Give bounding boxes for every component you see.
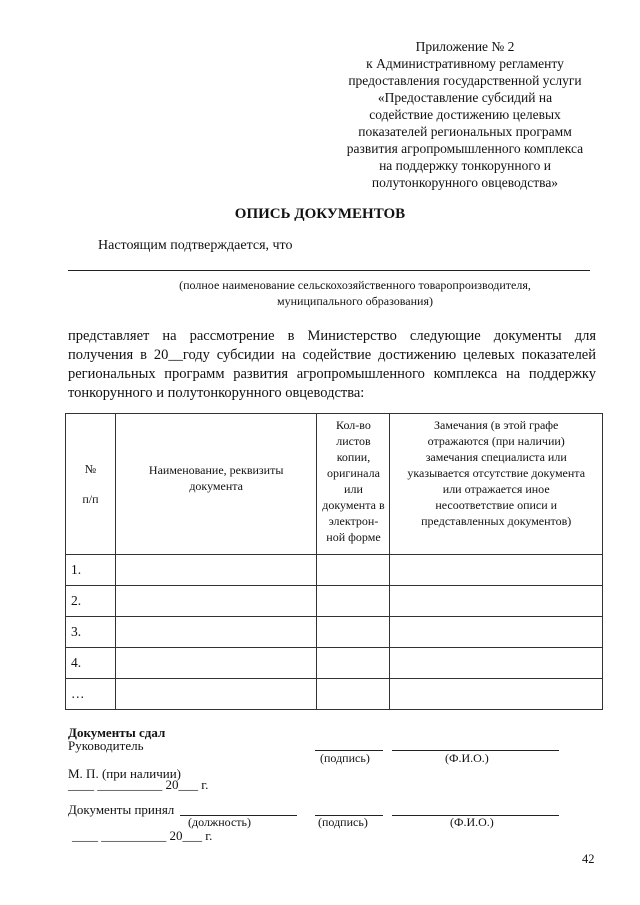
caption-line: (полное наименование сельскохозяйственного товаропроизводителя, [179, 278, 531, 292]
header-number [66, 414, 116, 555]
cell-name[interactable] [115, 617, 317, 648]
row-number: 3. [66, 617, 116, 648]
appendix-line: на поддержку тонкорунного и [379, 158, 551, 173]
cell-remarks[interactable] [390, 586, 603, 617]
handed-sign-caption: (подпись) [320, 751, 370, 765]
cell-name[interactable] [115, 555, 317, 586]
header-number-symbol: № [84, 462, 97, 476]
cell-count[interactable] [317, 555, 390, 586]
appendix-line: «Предоставление субсидий на [377, 90, 553, 105]
header-name: Наименование, реквизиты документа [115, 414, 317, 555]
cell-name[interactable] [115, 586, 317, 617]
received-position-caption: (должность) [188, 815, 251, 829]
cell-count[interactable] [317, 648, 390, 679]
appendix-header [330, 38, 600, 191]
table-header-row [66, 414, 603, 555]
cell-remarks[interactable] [390, 555, 603, 586]
appendix-line: содействие достижению целевых [369, 107, 561, 122]
cell-count[interactable] [317, 617, 390, 648]
received-label: Документы принял [68, 802, 175, 817]
header-remarks: Замечания (в этой графе отражаются (при наличии) замечания специалиста или указывается отсутствие документа или отражается иное несоответствие описи и представленных документов) [390, 414, 603, 555]
documents-table [65, 413, 603, 710]
handed-role: Руководитель [68, 738, 144, 753]
applicant-caption [120, 277, 590, 309]
cell-remarks[interactable] [390, 648, 603, 679]
intro-text: Настоящим подтверждается, что [98, 238, 293, 253]
page-number: 42 [582, 852, 595, 866]
cell-remarks[interactable] [390, 617, 603, 648]
row-number: … [66, 679, 116, 710]
cell-remarks[interactable] [390, 679, 603, 710]
header-number-abbr: п/п [82, 492, 99, 506]
received-fio-caption: (Ф.И.О.) [450, 815, 494, 829]
appendix-line: полутонкорунного овцеводства» [371, 175, 559, 190]
table-row [66, 679, 603, 710]
applicant-name-line[interactable] [68, 270, 590, 271]
row-number: 2. [66, 586, 116, 617]
table-row [66, 648, 603, 679]
cell-count[interactable] [317, 679, 390, 710]
document-title: ОПИСЬ ДОКУМЕНТОВ [234, 206, 406, 222]
cell-name[interactable] [115, 679, 317, 710]
row-number: 4. [66, 648, 116, 679]
body-paragraph: представляет на рассмотрение в Министерство следующие документы для получения в 20__году субсидии на содействие достижению целевых показателей региональных программ развития агропромышленного комплекса на поддержку тонкорунного и полутонкорунного овцеводства: [68, 328, 596, 401]
stamp-label: М. П. (при наличии) [68, 766, 182, 781]
table-row [66, 555, 603, 586]
handed-date[interactable]: ____ __________ 20___ г. [68, 777, 209, 792]
header-count: Кол-во листов копии, оригинала или документа в электрон-ной форме [317, 414, 390, 555]
appendix-line: развития агропромышленного комплекса [346, 141, 584, 156]
table-row [66, 586, 603, 617]
cell-count[interactable] [317, 586, 390, 617]
table-row [66, 617, 603, 648]
row-number: 1. [66, 555, 116, 586]
appendix-line: Приложение № 2 [415, 39, 515, 54]
received-sign-caption: (подпись) [318, 815, 368, 829]
appendix-line: к Административному регламенту [366, 56, 564, 71]
received-date[interactable]: ____ __________ 20___ г. [72, 828, 213, 843]
handed-fio-caption: (Ф.И.О.) [445, 751, 489, 765]
handed-heading: Документы сдал [68, 725, 166, 740]
appendix-line: предоставления государственной услуги [348, 73, 582, 88]
cell-name[interactable] [115, 648, 317, 679]
appendix-line: показателей региональных программ [358, 124, 572, 139]
caption-line: муниципального образования) [277, 294, 433, 308]
